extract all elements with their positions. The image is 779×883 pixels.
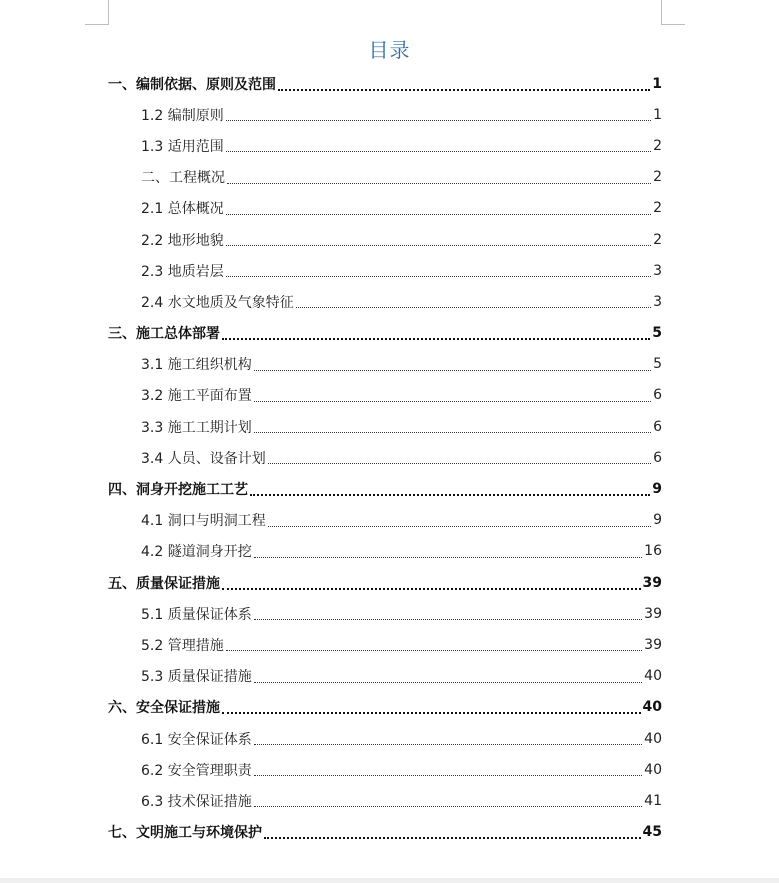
toc-entry-page-number[interactable]: 1	[653, 106, 662, 123]
toc-entry-text[interactable]: 4.2 隧道洞身开挖	[141, 544, 252, 561]
toc-entry[interactable]	[108, 567, 662, 598]
toc-entry-text[interactable]: 6.3 技术保证措施	[141, 793, 252, 810]
toc-dot-leader	[254, 358, 651, 371]
toc-entry-page-number[interactable]: 40	[642, 699, 662, 716]
toc-entry[interactable]	[108, 442, 662, 473]
toc-entry-text[interactable]: 1.2 编制原则	[141, 107, 224, 124]
toc-dot-leader	[254, 545, 642, 558]
toc-entry[interactable]	[108, 224, 662, 255]
toc-dot-leader	[278, 77, 650, 91]
toc-dot-leader	[226, 108, 651, 121]
toc-dot-leader	[254, 763, 642, 776]
toc-dot-leader	[254, 732, 642, 745]
toc-entry-text[interactable]: 3.2 施工平面布置	[141, 388, 252, 405]
toc-entry-text[interactable]: 四、洞身开挖施工工艺	[108, 482, 248, 499]
toc-dot-leader	[250, 482, 650, 496]
table-of-contents	[108, 68, 662, 848]
toc-entry[interactable]	[108, 286, 662, 317]
toc-entry-page-number[interactable]: 9	[653, 512, 662, 529]
toc-entry[interactable]	[108, 162, 662, 193]
toc-entry-text[interactable]: 5.2 管理措施	[141, 637, 224, 654]
toc-entry[interactable]	[108, 411, 662, 442]
toc-entry-page-number[interactable]: 5	[653, 356, 662, 373]
toc-entry-page-number[interactable]: 16	[644, 543, 662, 560]
toc-entry[interactable]	[108, 661, 662, 692]
toc-entry[interactable]	[108, 536, 662, 567]
toc-entry[interactable]	[108, 255, 662, 286]
toc-entry-text[interactable]: 六、安全保证措施	[108, 700, 220, 717]
toc-entry[interactable]	[108, 318, 662, 349]
toc-entry-page-number[interactable]: 39	[642, 574, 662, 591]
toc-dot-leader	[264, 825, 641, 839]
toc-entry-page-number[interactable]: 6	[653, 418, 662, 435]
toc-dot-leader	[268, 451, 651, 464]
toc-entry[interactable]	[108, 598, 662, 629]
toc-entry[interactable]	[108, 193, 662, 224]
toc-entry-page-number[interactable]: 39	[644, 636, 662, 653]
toc-dot-leader	[226, 233, 651, 246]
toc-dot-leader	[254, 670, 642, 683]
page-margin-marker-top-right	[661, 0, 685, 25]
toc-entry-text[interactable]: 3.4 人员、设备计划	[141, 450, 266, 467]
toc-entry-page-number[interactable]: 40	[644, 668, 662, 685]
toc-dot-leader	[254, 794, 642, 807]
toc-entry-text[interactable]: 2.1 总体概况	[141, 201, 224, 218]
toc-entry[interactable]	[108, 473, 662, 504]
toc-dot-leader	[226, 139, 651, 152]
toc-entry-text[interactable]: 2.3 地质岩层	[141, 263, 224, 280]
toc-entry-text[interactable]: 4.1 洞口与明洞工程	[141, 513, 266, 530]
toc-dot-leader	[254, 607, 642, 620]
toc-entry-text[interactable]: 2.2 地形地貌	[141, 232, 224, 249]
toc-title: 目录	[368, 38, 411, 62]
toc-entry-text[interactable]: 一、编制依据、原则及范围	[108, 76, 276, 93]
toc-dot-leader	[268, 514, 651, 527]
toc-entry-text[interactable]: 七、文明施工与环境保护	[108, 825, 262, 842]
toc-entry[interactable]	[108, 349, 662, 380]
toc-entry-page-number[interactable]: 3	[653, 293, 662, 310]
toc-entry-page-number[interactable]: 45	[642, 824, 662, 841]
toc-entry-text[interactable]: 6.2 安全管理职责	[141, 762, 252, 779]
toc-entry[interactable]	[108, 130, 662, 161]
toc-entry[interactable]	[108, 723, 662, 754]
toc-entry-text[interactable]: 3.3 施工工期计划	[141, 419, 252, 436]
toc-dot-leader	[254, 389, 651, 402]
toc-entry[interactable]	[108, 785, 662, 816]
toc-dot-leader	[226, 202, 651, 215]
toc-dot-leader	[222, 700, 641, 714]
toc-entry[interactable]	[108, 692, 662, 723]
toc-entry-page-number[interactable]: 40	[644, 730, 662, 747]
toc-entry-page-number[interactable]: 1	[652, 75, 662, 92]
toc-entry[interactable]	[108, 754, 662, 785]
toc-entry-page-number[interactable]: 9	[652, 481, 662, 498]
toc-entry[interactable]	[108, 99, 662, 130]
toc-entry-page-number[interactable]: 6	[653, 387, 662, 404]
toc-entry-text[interactable]: 三、施工总体部署	[108, 326, 220, 343]
toc-entry-page-number[interactable]: 2	[653, 200, 662, 217]
toc-entry-text[interactable]: 二、工程概况	[141, 170, 225, 187]
page-margin-marker-top-left	[85, 0, 109, 25]
toc-entry[interactable]	[108, 68, 662, 99]
toc-entry-page-number[interactable]: 2	[653, 137, 662, 154]
toc-entry[interactable]	[108, 629, 662, 660]
toc-dot-leader	[254, 420, 651, 433]
toc-dot-leader	[226, 638, 642, 651]
toc-entry-page-number[interactable]: 3	[653, 262, 662, 279]
toc-entry-page-number[interactable]: 2	[653, 169, 662, 186]
toc-dot-leader	[222, 576, 641, 590]
toc-entry-page-number[interactable]: 6	[653, 449, 662, 466]
toc-entry[interactable]	[108, 817, 662, 848]
toc-entry-page-number[interactable]: 2	[653, 231, 662, 248]
toc-entry[interactable]	[108, 505, 662, 536]
toc-entry-text[interactable]: 5.3 质量保证措施	[141, 669, 252, 686]
toc-dot-leader	[222, 326, 650, 340]
toc-dot-leader	[296, 295, 651, 308]
toc-entry-text[interactable]: 五、质量保证措施	[108, 575, 220, 592]
toc-entry-text[interactable]: 3.1 施工组织机构	[141, 357, 252, 374]
toc-entry-page-number[interactable]: 40	[644, 761, 662, 778]
toc-entry-text[interactable]: 1.3 适用范围	[141, 138, 224, 155]
toc-dot-leader	[226, 264, 651, 277]
toc-entry[interactable]	[108, 380, 662, 411]
toc-entry-page-number[interactable]: 5	[652, 325, 662, 342]
toc-entry-text[interactable]: 6.1 安全保证体系	[141, 731, 252, 748]
toc-entry-page-number[interactable]: 39	[644, 605, 662, 622]
toc-entry-page-number[interactable]: 41	[644, 792, 662, 809]
toc-entry-text[interactable]: 5.1 质量保证体系	[141, 606, 252, 623]
toc-dot-leader	[227, 171, 651, 184]
toc-entry-text[interactable]: 2.4 水文地质及气象特征	[141, 294, 294, 311]
